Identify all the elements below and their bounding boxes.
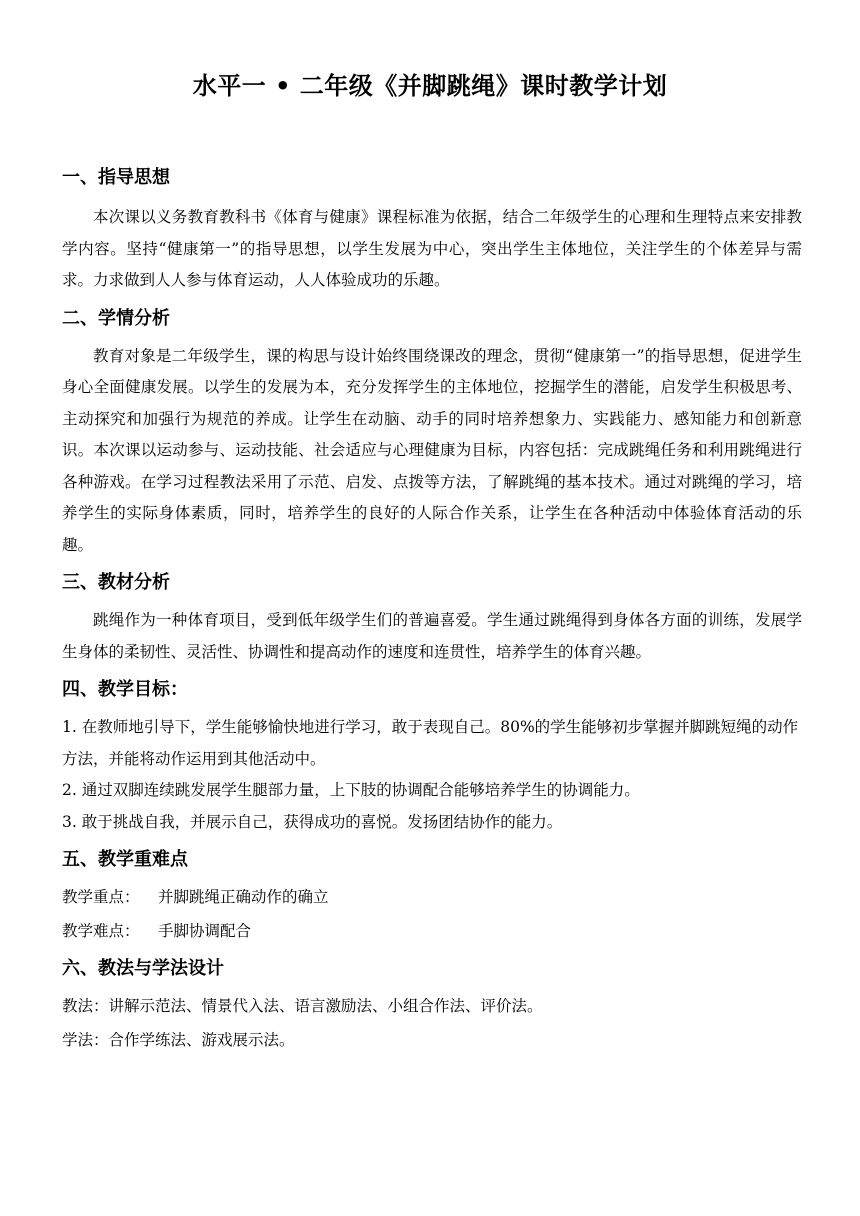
learning-method-line: 学法：合作学练法、游戏展示法。 xyxy=(62,1030,295,1049)
section-paragraph: 跳绳作为一种体育项目，受到低年级学生们的普遍喜爱。学生通过跳绳得到身体各方面的训练，发展学生身体的柔韧性、灵活性、协调性和提高动作的速度和连贯性，培养学生的体育兴趣。 xyxy=(62,611,802,661)
section-heading: 一、指导思想 xyxy=(62,167,170,188)
section-paragraph: 教育对象是二年级学生，课的构思与设计始终围绕课改的理念，贯彻“健康第一”的指导思想，促进学生身心全面健康发展。以学生的发展为本，充分发挥学生的主体地位，挖掘学生的潜能，启发学生积极思考、主动探究和加强行为规范的养成。让学生在动脑、动手的同时培养想象力、实践能力、感知能力和创新意识。本次课以运动参与、运动技能、社会适应与心理健康为目标，内容包括：完成跳绳任务和利用跳绳进行各种游戏。在学习过程教法采用了示范、启发、点拨等方法，了解跳绳的基本技术。通过对跳绳的学习，培养学生的实际身体素质，同时，培养学生的良好的人际合作关系，让学生在各种活动中体验体育活动的乐趣。 xyxy=(62,346,802,554)
key-point-label: 教学重点： xyxy=(62,888,140,906)
section-heading: 六、教法与学法设计 xyxy=(62,958,224,979)
section-student-analysis xyxy=(62,303,802,562)
section-heading: 四、教学目标： xyxy=(62,679,188,700)
objective-item: 3. 敢于挑战自我，并展示自己，获得成功的喜悦。发扬团结协作的能力。 xyxy=(62,812,563,831)
section-material-analysis xyxy=(62,567,802,668)
key-point-line xyxy=(62,882,802,914)
section-key-difficulties xyxy=(62,844,802,947)
section-heading: 二、学情分析 xyxy=(62,307,170,329)
document-body xyxy=(62,160,802,1056)
section-heading: 五、教学重难点 xyxy=(62,849,188,870)
difficulty-value: 手脚协调配合 xyxy=(158,921,252,940)
key-point-value: 并脚跳绳正确动作的确立 xyxy=(158,888,329,906)
section-teaching-objectives xyxy=(62,674,802,838)
difficulty-line xyxy=(62,916,802,948)
section-paragraph: 本次课以义务教育教科书《体育与健康》课程标准为依据，结合二年级学生的心理和生理特点来安排教学内容。坚持“健康第一”的指导思想，以学生发展为中心，突出学生主体地位，关注学生的个体差异与需求。力求做到人人参与体育运动，人人体验成功的乐趣。 xyxy=(62,208,802,289)
document-title: 水平一 • 二年级《并脚跳绳》课时教学计划 xyxy=(192,72,668,100)
section-heading: 三、教材分析 xyxy=(62,572,170,593)
objective-item: 1. 在教师地引导下，学生能够愉快地进行学习，敢于表现自己。80%的学生能够初步掌握并脚跳短绳的动作方法，并能将动作运用到其他活动中。 xyxy=(62,718,799,768)
difficulty-label: 教学难点： xyxy=(62,921,140,940)
section-methods xyxy=(62,953,802,1056)
teaching-method-line: 教法：讲解示范法、情景代入法、语言激励法、小组合作法、评价法。 xyxy=(62,997,543,1015)
objective-item: 2. 通过双脚连续跳发展学生腿部力量，上下肢的协调配合能够培养学生的协调能力。 xyxy=(62,781,640,799)
section-guiding-ideology xyxy=(62,162,802,297)
